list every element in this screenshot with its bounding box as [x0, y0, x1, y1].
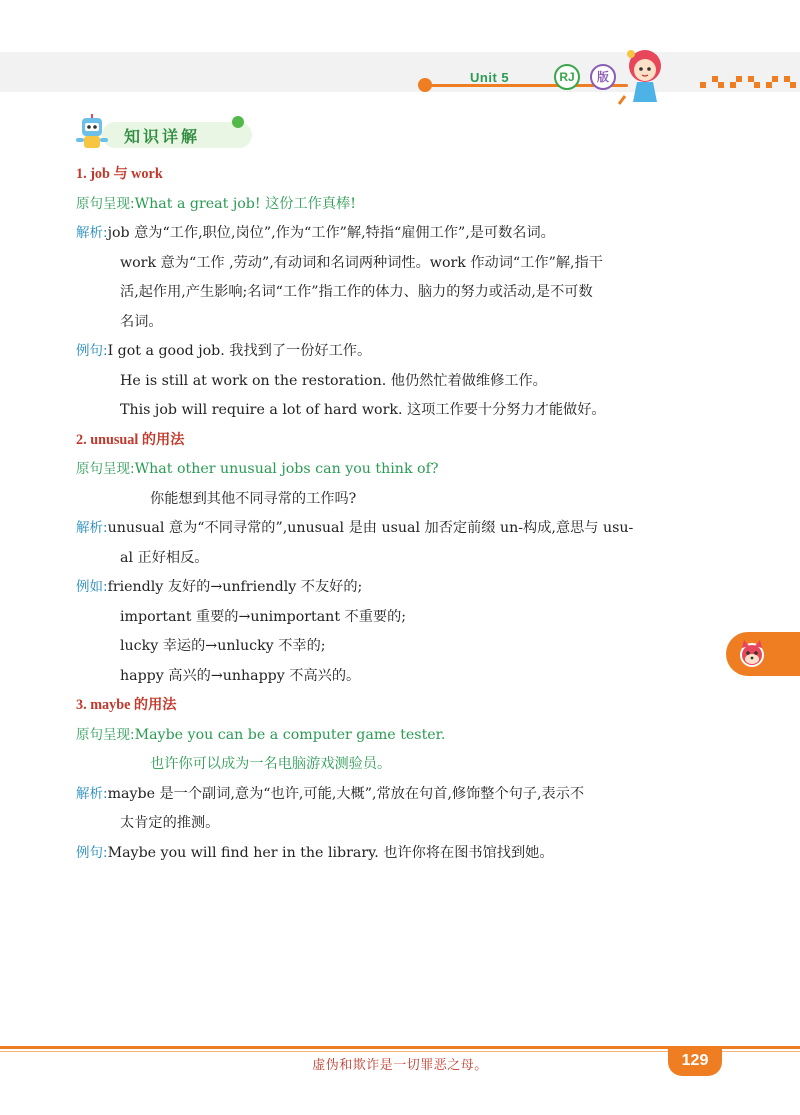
footer-motto: 虚伪和欺诈是一切罪恶之母。	[312, 1058, 488, 1073]
original-text: Maybe you can be a computer game tester.	[134, 726, 446, 743]
item-2-example-line-2: important 重要的→unimportant 不重要的;	[120, 608, 407, 625]
item-2-heading: 2. unusual 的用法	[76, 431, 185, 448]
item-2-example-line-4: happy 高兴的→unhappy 不高兴的。	[120, 667, 361, 684]
header-band	[0, 52, 800, 92]
analysis-text: unusual 意为“不同寻常的”,unusual 是由 usual 加否定前缀 un-构成,意思与 usu-	[107, 520, 634, 536]
original-label: 原句呈现:	[76, 726, 135, 743]
item-1-heading: 1. job 与 work	[76, 166, 163, 182]
original-text: What a great job! 这份工作真棒!	[134, 195, 356, 212]
item-2-original	[76, 455, 732, 485]
example-text: Maybe you will find her in the library. 也许你将在图书馆找到她。	[107, 844, 554, 861]
checker-pattern	[700, 74, 800, 92]
cartoon-girl-icon	[615, 44, 673, 106]
item-2-example-line-3: lucky 幸运的→unlucky 不幸的;	[120, 638, 326, 654]
example-text: I got a good job. 我找到了一份好工作。	[107, 343, 372, 359]
item-2-analysis-line-2: al 正好相反。	[120, 549, 209, 566]
item-2-example-line-1	[76, 573, 732, 603]
main-content	[76, 160, 732, 868]
analysis-label: 解析:	[76, 785, 108, 802]
original-text: What other unusual jobs can you think of?	[134, 461, 439, 477]
page-number: 129	[668, 1046, 722, 1076]
analysis-text: job 意为“工作,职位,岗位”,作为“工作”解,特指“雇佣工作”,是可数名词。	[107, 225, 555, 241]
item-1-analysis-line-1	[76, 219, 732, 249]
item-1-example-line-1	[76, 337, 732, 367]
item-2-analysis-line-1	[76, 514, 732, 544]
example-label: 例句:	[76, 343, 108, 359]
original-label: 原句呈现:	[76, 461, 135, 477]
item-3-original	[76, 721, 732, 751]
original-label: 原句呈现:	[76, 195, 135, 212]
page-header	[0, 0, 800, 110]
item-1-analysis-line-3: 活,起作用,产生影响;名词“工作”指工作的体力、脑力的努力或活动,是不可数	[120, 284, 593, 300]
unit-label: Unit 5	[470, 70, 510, 85]
item-3-analysis-line-2: 太肯定的推测。	[120, 815, 220, 831]
analysis-text: maybe 是一个副词,意为“也许,可能,大概”,常放在句首,修饰整个句子,表示不	[107, 785, 585, 802]
analysis-label: 解析:	[76, 225, 108, 241]
item-3-analysis-line-1	[76, 780, 732, 810]
item-1-analysis-line-4: 名词。	[120, 313, 163, 330]
fox-face-icon	[736, 638, 768, 670]
example-label: 例句:	[76, 844, 108, 861]
side-tab	[726, 632, 800, 676]
item-3-original-translation: 也许你可以成为一名电脑游戏测验员。	[150, 756, 392, 772]
item-3-example-line-1	[76, 839, 732, 869]
item-1-original	[76, 190, 732, 220]
section-title-text: 知识详解	[124, 127, 201, 146]
item-1-analysis-line-2: work 意为“工作 ,劳动”,有动词和名词两种词性。work 作动词“工作”解,指干	[120, 254, 603, 271]
robot-mascot-icon	[72, 114, 112, 154]
item-1-example-line-2: He is still at work on the restoration. 他仍然忙着做维修工作。	[120, 372, 547, 389]
item-3-heading: 3. maybe 的用法	[76, 697, 177, 713]
edition-badge: 版	[590, 64, 616, 90]
item-1-example-line-3: This job will require a lot of hard work. 这项工作要十分努力才能做好。	[120, 402, 606, 418]
item-2-original-translation: 你能想到其他不同寻常的工作吗?	[150, 490, 357, 507]
rj-badge: RJ	[554, 64, 580, 90]
section-title	[72, 114, 262, 152]
example-text: friendly 友好的→unfriendly 不友好的;	[107, 579, 363, 595]
example-label: 例如:	[76, 579, 108, 595]
title-dot	[232, 116, 244, 128]
analysis-label: 解析:	[76, 520, 108, 536]
